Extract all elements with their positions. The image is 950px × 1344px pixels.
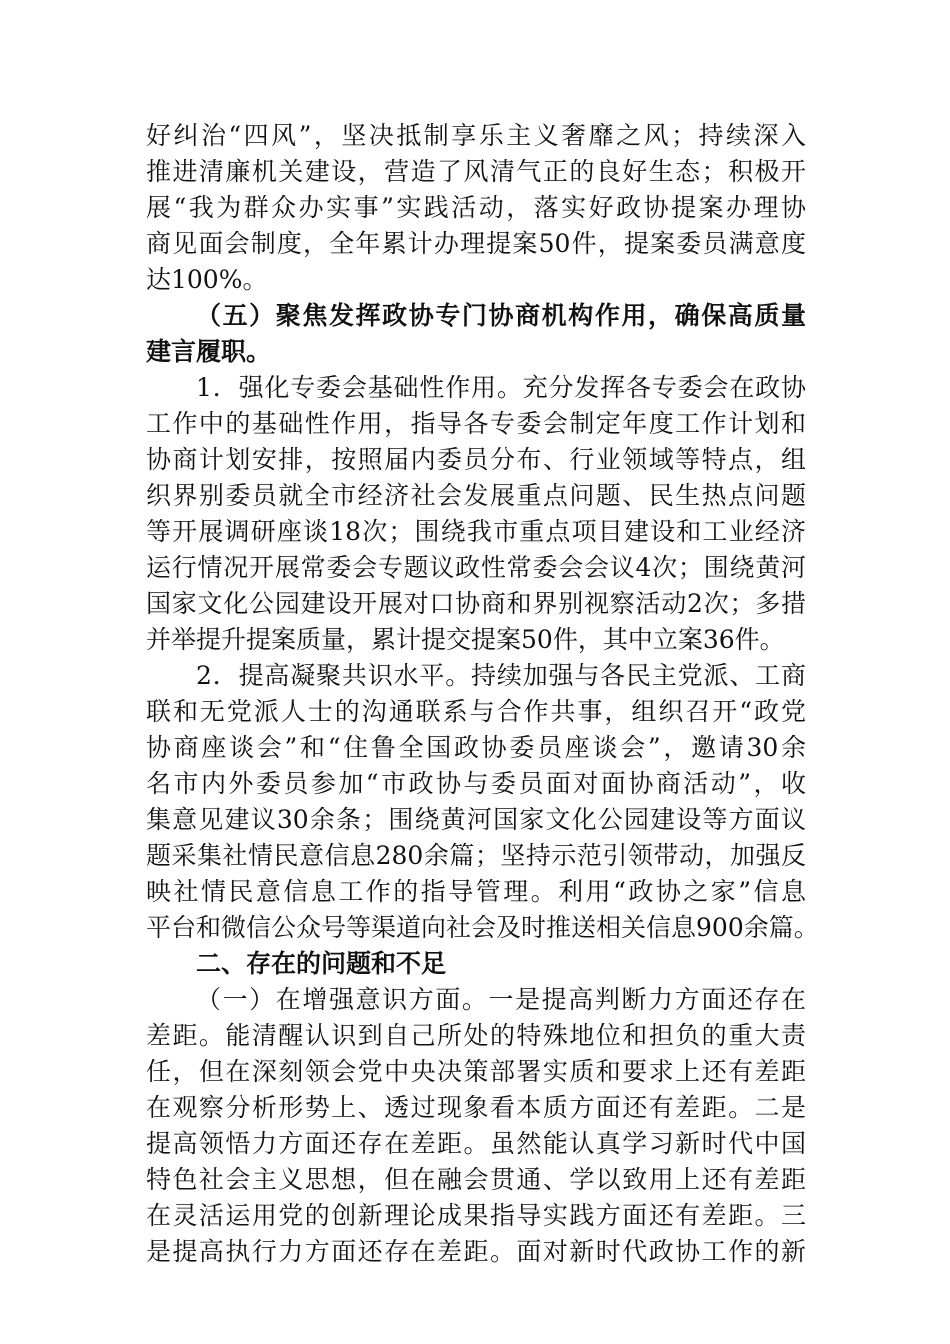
paragraph-line: 运行情况开展常委会专题议政性常委会会议4次；围绕黄河: [146, 553, 806, 582]
paragraph-line: 协商计划安排，按照届内委员分布、行业领域等特点，组: [146, 445, 806, 474]
paragraph-line: 特色社会主义思想，但在融会贯通、学以致用上还有差距: [146, 1165, 806, 1194]
paragraph-line: 工作中的基础性作用，指导各专委会制定年度工作计划和: [146, 409, 806, 438]
paragraph-line: 在观察分析形势上、透过现象看本质方面还有差距。二是: [146, 1093, 806, 1122]
paragraph-line: 国家文化公园建设开展对口协商和界别视察活动2次；多措: [146, 589, 806, 618]
chapter-heading: 二、存在的问题和不足: [196, 949, 447, 978]
section-heading-line: （五）聚焦发挥政协专门协商机构作用，确保高质量: [196, 301, 806, 330]
paragraph-line: 题采集社情民意信息280余篇；坚持示范引领带动，加强反: [146, 841, 806, 870]
paragraph-line: 平台和微信公众号等渠道向社会及时推送相关信息900余篇。: [146, 913, 819, 942]
paragraph-line: 达100%。: [146, 265, 268, 294]
paragraph-line: 提高领悟力方面还存在差距。虽然能认真学习新时代中国: [146, 1129, 806, 1158]
paragraph-line: 2．提高凝聚共识水平。持续加强与各民主党派、工商: [196, 661, 806, 690]
paragraph-line: 协商座谈会”和“住鲁全国政协委员座谈会”，邀请30余: [146, 733, 806, 762]
paragraph-line: 等开展调研座谈18次；围绕我市重点项目建设和工业经济: [146, 517, 806, 546]
paragraph-line: 好纠治“四风”，坚决抵制享乐主义奢靡之风；持续深入: [146, 121, 806, 150]
paragraph-line: 1．强化专委会基础性作用。充分发挥各专委会在政协: [196, 373, 806, 402]
paragraph-line: 联和无党派人士的沟通联系与合作共事，组织召开“政党: [146, 697, 806, 726]
section-heading-line: 建言履职。: [146, 337, 272, 366]
paragraph-line: 差距。能清醒认识到自己所处的特殊地位和担负的重大责: [146, 1021, 806, 1050]
paragraph-line: 商见面会制度，全年累计办理提案50件，提案委员满意度: [146, 229, 806, 258]
paragraph-line: 映社情民意信息工作的指导管理。利用“政协之家”信息: [146, 877, 806, 906]
paragraph-line: 织界别委员就全市经济社会发展重点问题、民生热点问题: [146, 481, 806, 510]
paragraph-line: 并举提升提案质量，累计提交提案50件，其中立案36件。: [146, 625, 785, 654]
paragraph-line: （一）在增强意识方面。一是提高判断力方面还存在: [196, 985, 806, 1014]
paragraph-line: 名市内外委员参加“市政协与委员面对面协商活动”，收: [146, 769, 806, 798]
paragraph-line: 集意见建议30余条；围绕黄河国家文化公园建设等方面议: [146, 805, 806, 834]
paragraph-line: 任，但在深刻领会党中央决策部署实质和要求上还有差距: [146, 1057, 806, 1086]
paragraph-line: 是提高执行力方面还存在差距。面对新时代政协工作的新: [146, 1237, 806, 1266]
paragraph-line: 在灵活运用党的创新理论成果指导实践方面还有差距。三: [146, 1201, 806, 1230]
paragraph-line: 推进清廉机关建设，营造了风清气正的良好生态；积极开: [146, 157, 806, 186]
paragraph-line: 展“我为群众办实事”实践活动，落实好政协提案办理协: [146, 193, 806, 222]
